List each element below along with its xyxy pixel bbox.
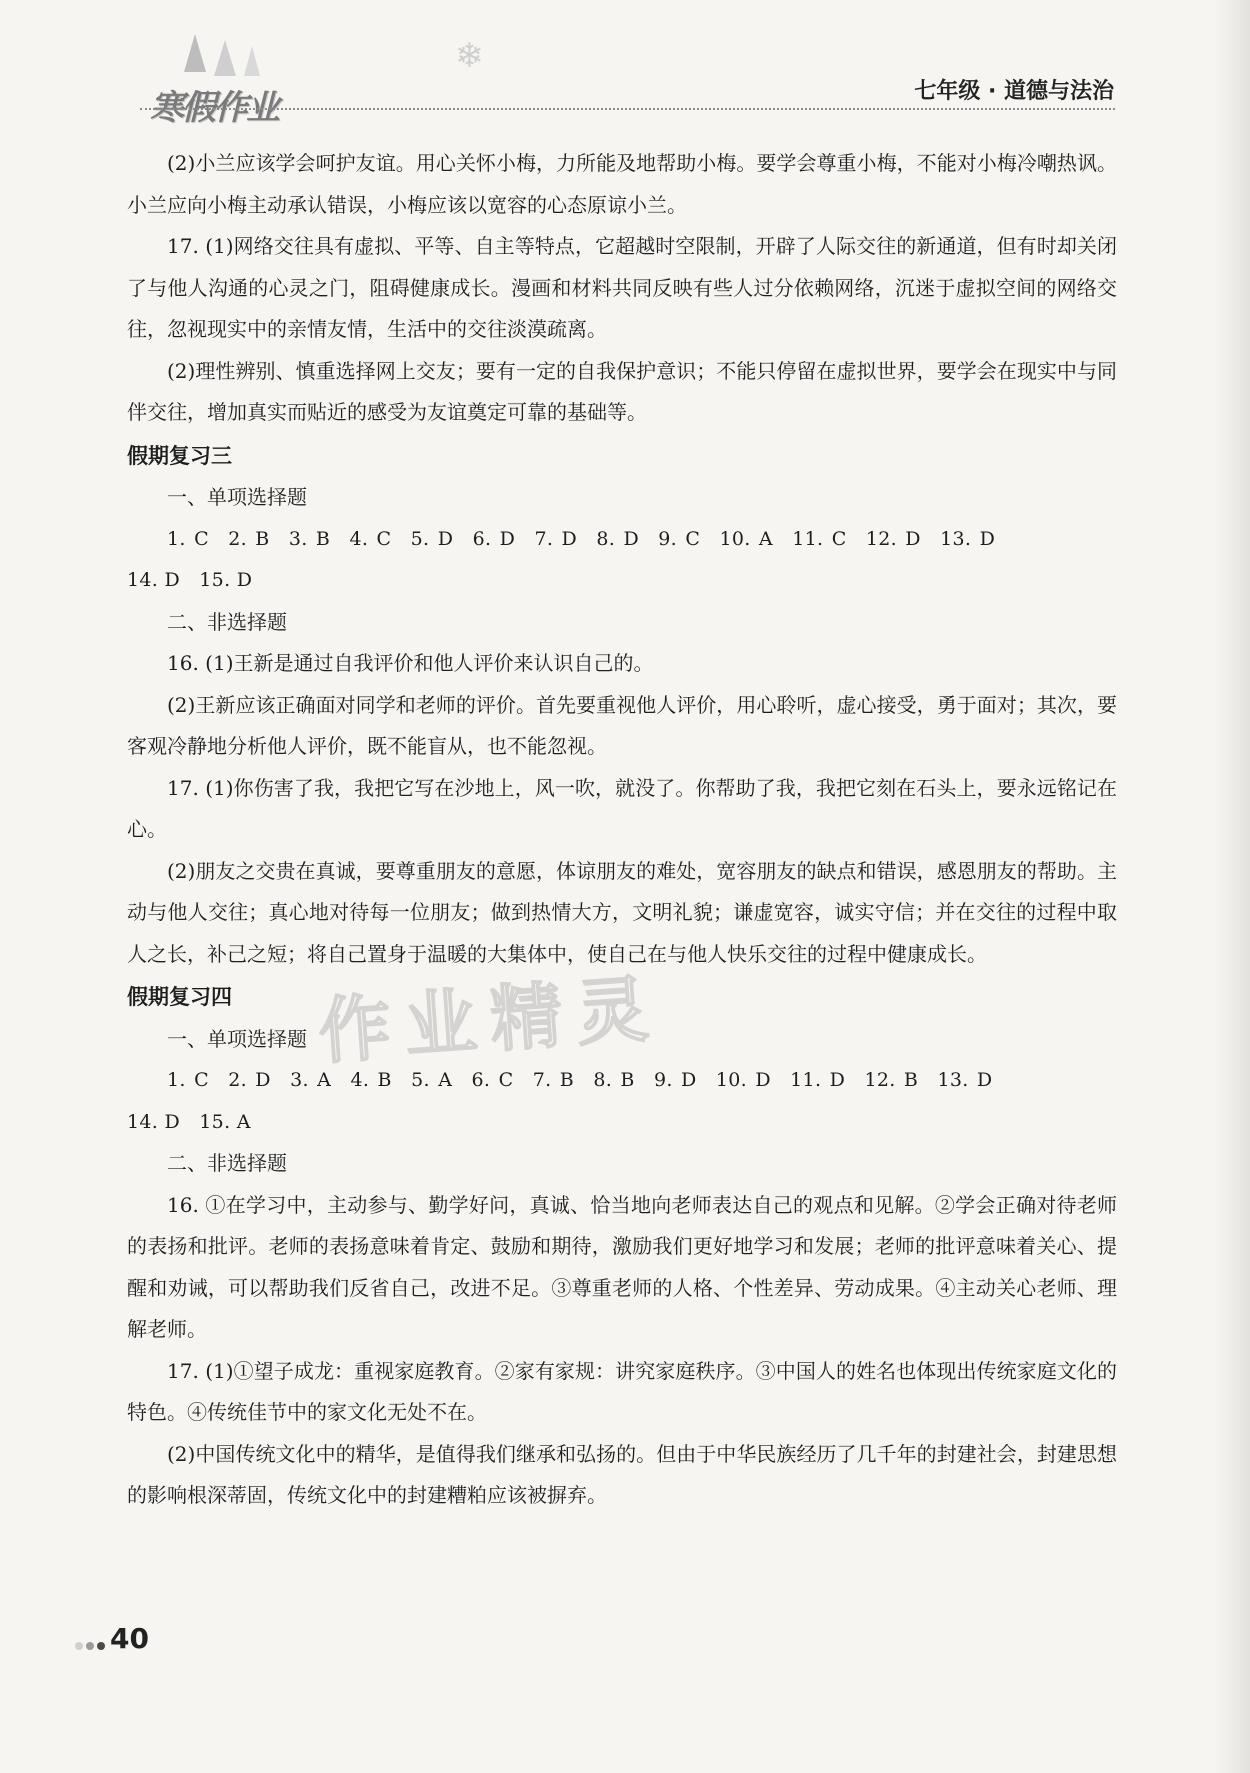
scan-edge-shadow: [1214, 0, 1250, 1773]
answer-list: 1. C 2. B 3. B 4. C 5. D 6. D 7. D 8. D 9. C 10. A 11. C 12. D 13. D: [167, 527, 996, 550]
subsection-label: 二、非选择题: [167, 1151, 287, 1175]
subsection-label: 二、非选择题: [167, 609, 287, 634]
watermark: 作业精灵: [315, 966, 665, 1074]
paragraph: 17. (1)①望子成龙：重视家庭教育。②家有家规：讲究家庭秩序。③中国人的姓名也体现出传统家庭文化的特色。④传统佳节中的家文化无处不在。: [127, 1358, 1117, 1424]
page-header-title: 七年级 · 道德与法治: [914, 79, 1114, 104]
pine-trees-icon: [180, 32, 270, 82]
logo-text: 寒假作业: [150, 88, 278, 128]
answer-list: 14. D 15. D: [127, 569, 253, 591]
paragraph: 16. (1)王新是通过自我评价和他人评价来认识自己的。: [167, 651, 654, 675]
subsection-label: 一、单项选择题: [167, 485, 307, 509]
page-dots-icon: [74, 1640, 106, 1652]
snowflake-icon: ❄: [455, 36, 484, 76]
paragraph: (2)中国传统文化中的精华，是值得我们继承和弘扬的。但由于中华民族经历了几千年的封建社会，封建思想的影响根深蒂固，传统文化中的封建糟粕应该被摒弃。: [127, 1441, 1117, 1507]
paragraph: 17. (1)网络交往具有虚拟、平等、自主等特点，它超越时空限制，开辟了人际交往的新通道，但有时却关闭了与他人沟通的心灵之门，阻碍健康成长。漫画和材料共同反映有些人过分依赖网络，沉迷于虚拟空间的网络交往，忽视现实中的亲情友情，生活中的交往淡漠疏离。: [127, 234, 1117, 341]
paragraph: 17. (1)你伤害了我，我把它写在沙地上，风一吹，就没了。你帮助了我，我把它刻在石头上，要永远铭记在心。: [127, 775, 1117, 841]
main-content: [127, 143, 1117, 1517]
paragraph: (2)王新应该正确面对同学和老师的评价。首先要重视他人评价，用心聆听，虚心接受，勇于面对；其次，要客观冷静地分析他人评价，既不能盲从，也不能忽视。: [127, 692, 1117, 758]
page-number: 40: [110, 1622, 149, 1655]
paragraph: (2)朋友之交贵在真诚，要尊重朋友的意愿，体谅朋友的难处，宽容朋友的缺点和错误，感恩朋友的帮助。主动与他人交往；真心地对待每一位朋友；做到热情大方，文明礼貌；谦虚宽容，诚实守信；并在交往的过程中取人之长，补己之短；将自己置身于温暖的大集体中，使自己在与他人快乐交往的过程中健康成长。: [127, 858, 1117, 966]
answer-list: 14. D 15. A: [127, 1110, 251, 1133]
section-title: 假期复习三: [127, 443, 232, 468]
paragraph: (2)理性辨别、慎重选择网上交友；要有一定的自我保护意识；不能只停留在虚拟世界，要学会在现实中与同伴交往，增加真实而贴近的感受为友谊奠定可靠的基础等。: [127, 358, 1117, 424]
paragraph: 16. ①在学习中，主动参与、勤学好问，真诚、恰当地向老师表达自己的观点和见解。②学会正确对待老师的表扬和批评。老师的表扬意味着肯定、鼓励和期待，激励我们更好地学习和发展；老师的批评意味着关心、提醒和劝诫，可以帮助我们反省自己，改进不足。③尊重老师的人格、个性差异、劳动成果。④主动关心老师、理解老师。: [127, 1192, 1117, 1341]
winter-homework-logo: [150, 70, 310, 128]
section-title: 假期复习四: [127, 985, 232, 1009]
answer-list: 1. C 2. D 3. A 4. B 5. A 6. C 7. B 8. B 9. D 10. D 11. D 12. B 13. D: [167, 1069, 993, 1091]
paragraph: (2)小兰应该学会呵护友谊。用心关怀小梅，力所能及地帮助小梅。要学会尊重小梅，不能对小梅冷嘲热讽。小兰应向小梅主动承认错误，小梅应该以宽容的心态原谅小兰。: [127, 151, 1117, 217]
subsection-label: 一、单项选择题: [167, 1026, 307, 1051]
header-divider: [140, 108, 1115, 110]
